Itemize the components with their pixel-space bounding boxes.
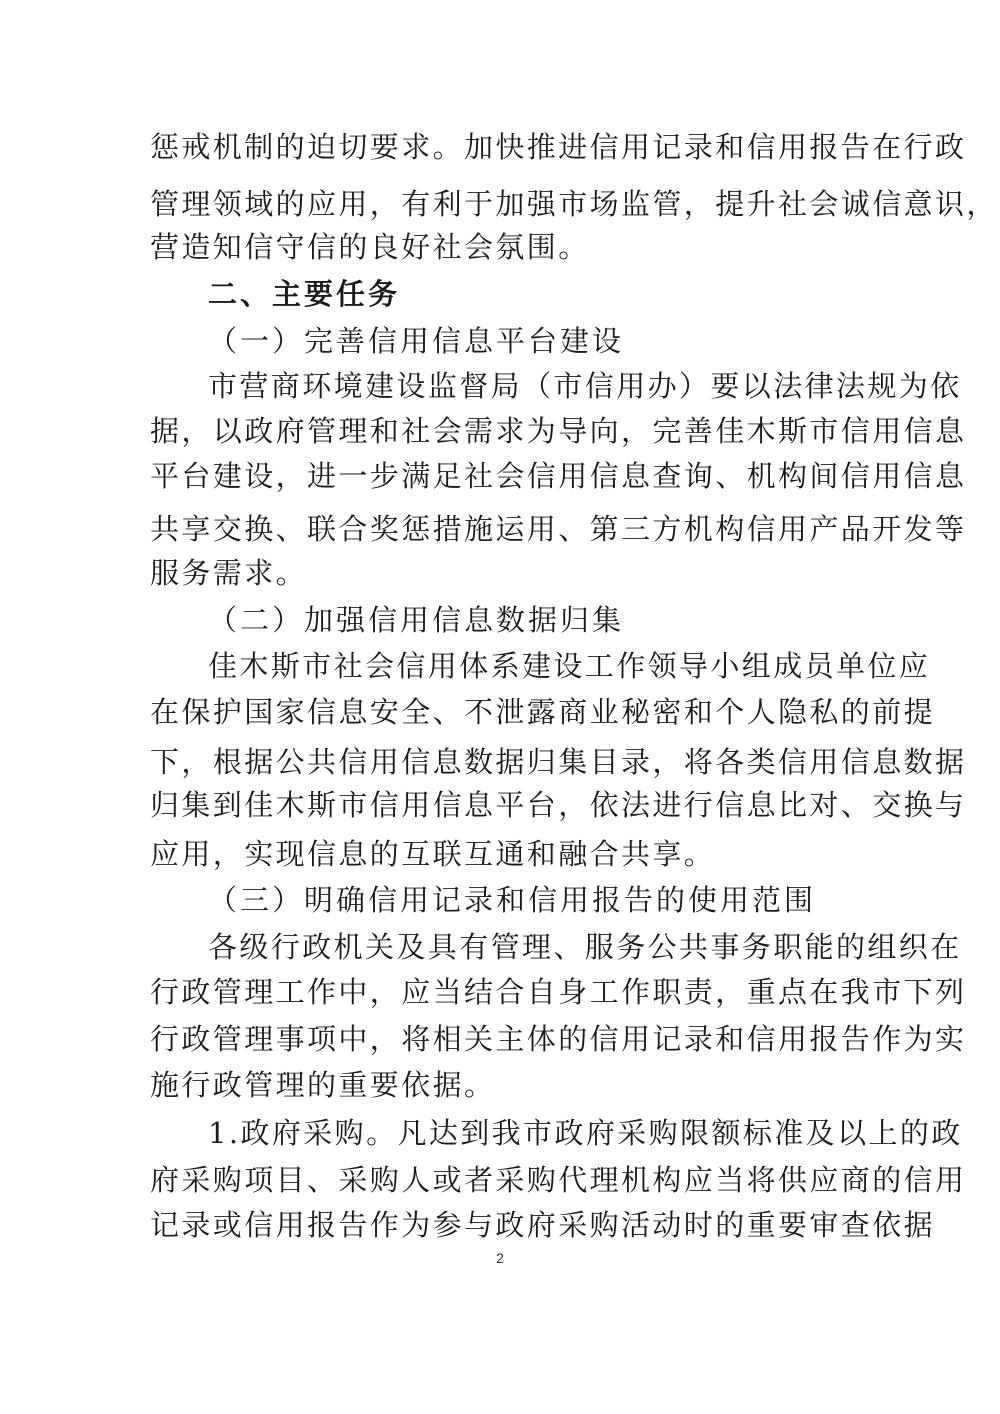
body-text-line: 服务需求。: [150, 556, 308, 590]
body-text-line: 施行政管理的重要依据。: [150, 1068, 496, 1102]
body-text-line: 在保护国家信息安全、不泄露商业秘密和个人隐私的前提: [150, 695, 936, 729]
body-text-line: 1.政府采购。凡达到我市政府采购限额标准及以上的政: [208, 1116, 963, 1150]
body-text-line: 归集到佳木斯市信用信息平台，依法进行信息比对、交换与: [150, 788, 967, 822]
body-text-line: 行政管理事项中，将相关主体的信用记录和信用报告作为实: [150, 1022, 967, 1056]
body-text-line: 记录或信用报告作为参与政府采购活动时的重要审查依据: [150, 1208, 936, 1242]
body-text-line: 共享交换、联合奖惩措施运用、第三方机构信用产品开发等: [150, 512, 967, 546]
body-text-line: 平台建设，进一步满足社会信用信息查询、机构间信用信息: [150, 459, 967, 493]
body-text-line: 佳木斯市社会信用体系建设工作领导小组成员单位应: [208, 649, 931, 683]
subsection-heading: （一）完善信用信息平台建设: [208, 324, 625, 358]
subsection-heading: （二）加强信用信息数据归集: [208, 603, 625, 637]
body-text-line: 应用，实现信息的互联互通和融合共享。: [150, 837, 716, 871]
body-text-line: 下，根据公共信用信息数据归集目录，将各类信用信息数据: [150, 745, 967, 779]
body-text-line: 管理领域的应用，有利于加强市场监管，提升社会诚信意识，: [150, 187, 998, 221]
body-text-line: 市营商环境建设监督局（市信用办）要以法律法规为依: [208, 369, 962, 403]
body-text-line: 营造知信守信的良好社会氛围。: [150, 230, 590, 264]
body-text-line: 惩戒机制的迫切要求。加快推进信用记录和信用报告在行政: [150, 130, 967, 164]
body-text-line: 行政管理工作中，应当结合自身工作职责，重点在我市下列: [150, 975, 967, 1009]
body-text-line: 据，以政府管理和社会需求为导向，完善佳木斯市信用信息: [150, 414, 967, 448]
page-number: 2: [496, 1250, 504, 1266]
subsection-heading: （三）明确信用记录和信用报告的使用范围: [208, 883, 817, 917]
body-text-line: 各级行政机关及具有管理、服务公共事务职能的组织在: [208, 930, 962, 964]
body-text-line: 府采购项目、采购人或者采购代理机构应当将供应商的信用: [150, 1163, 967, 1197]
section-heading: 二、主要任务: [208, 277, 401, 311]
